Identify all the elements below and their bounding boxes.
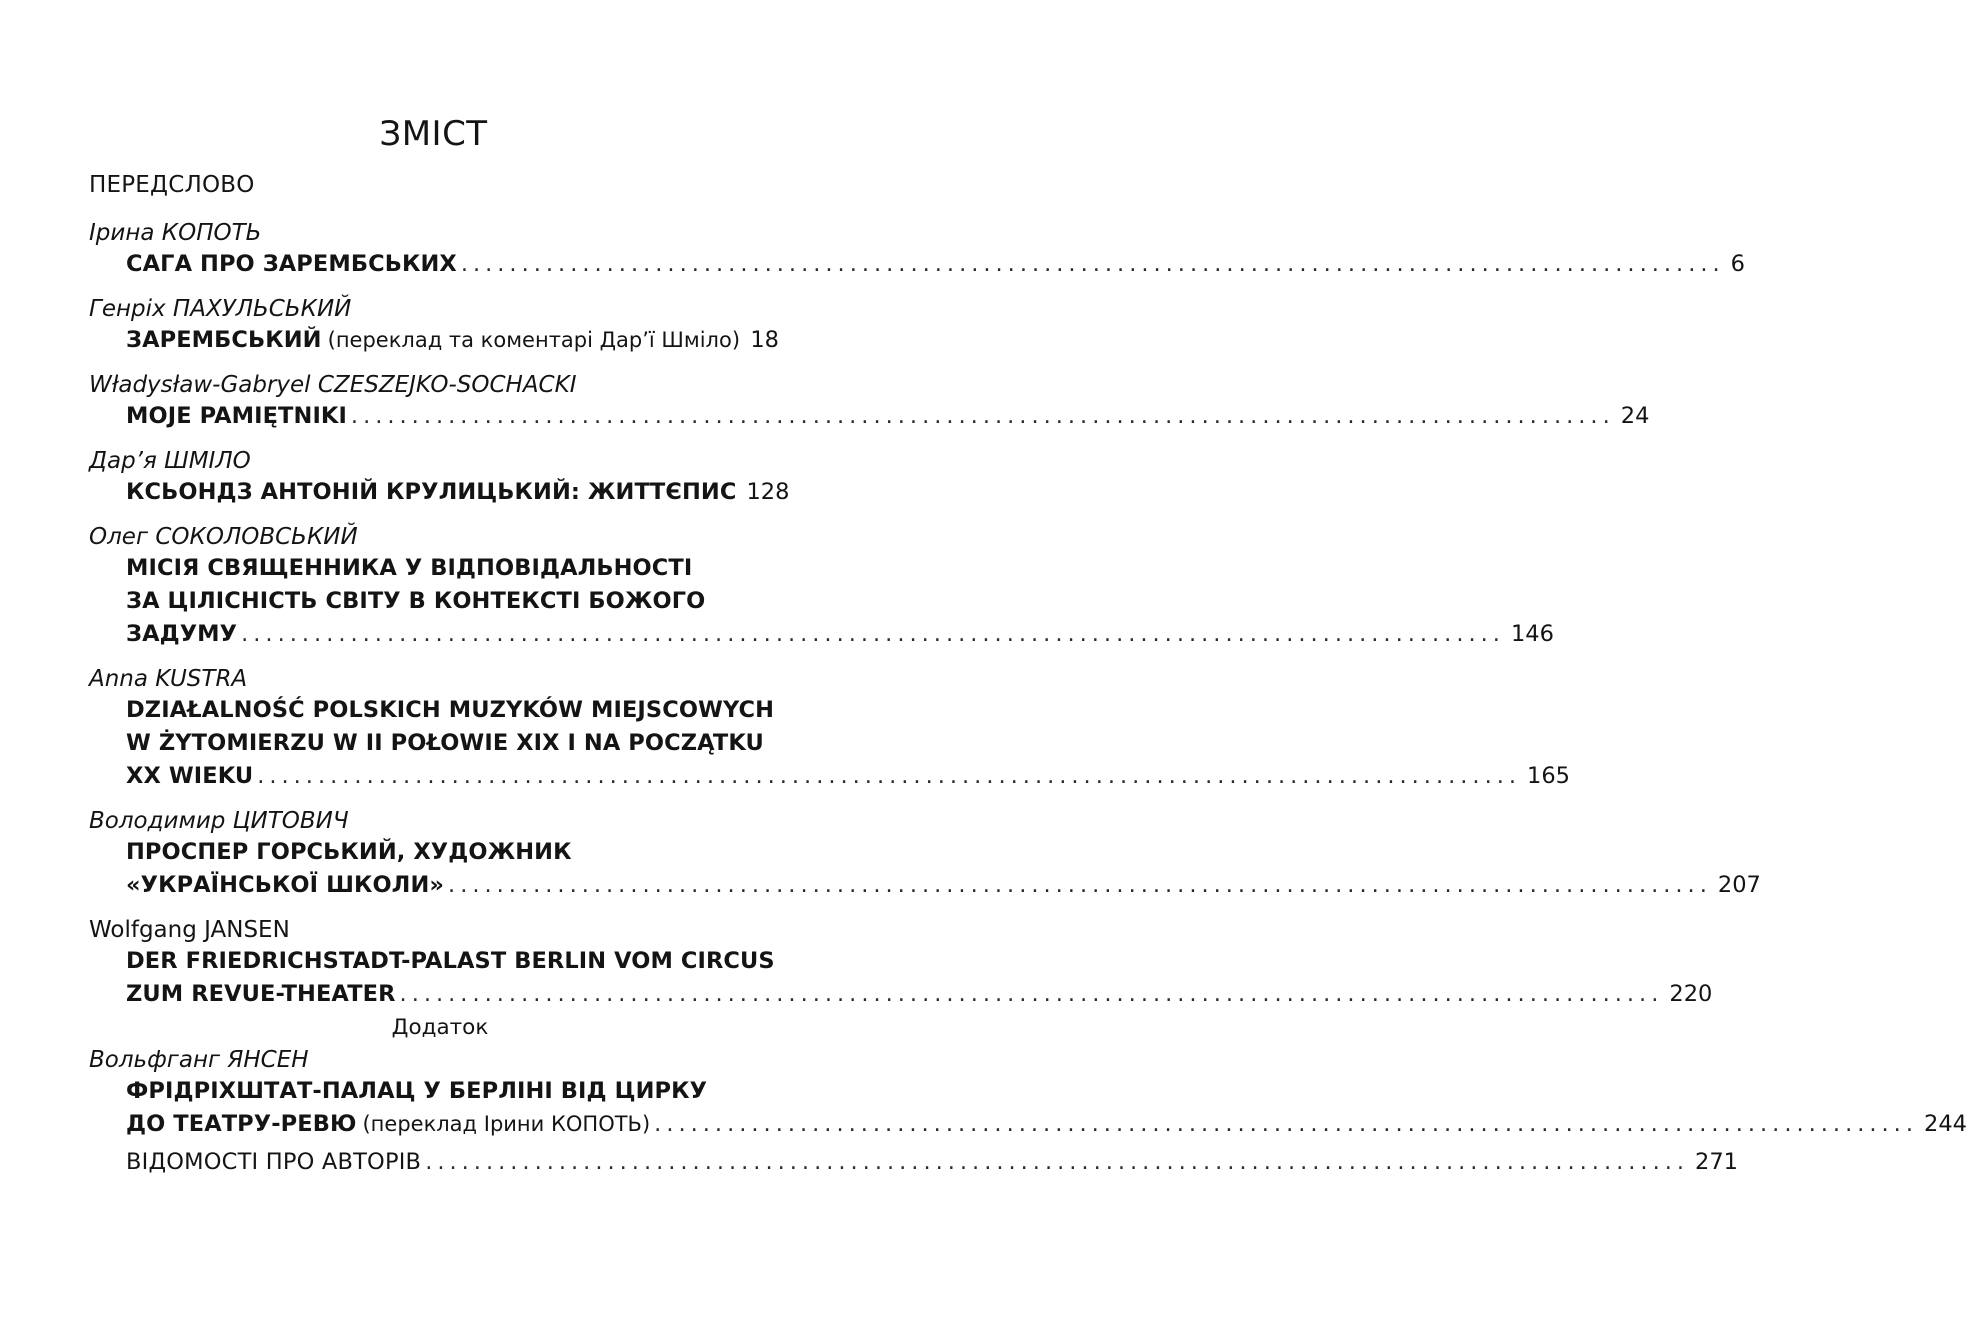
entry-title <box>126 836 1761 902</box>
entry-title-text: ДО ТЕАТРУ-РЕВЮ <box>126 1111 357 1137</box>
entry-note: (переклад Ірини КОПОТЬ) <box>362 1112 651 1136</box>
dot-leader: ........................................................................................................ <box>425 1149 1690 1175</box>
entry-title <box>126 1075 1967 1141</box>
entry-title-line: ФРІДРІХШТАТ-ПАЛАЦ У БЕРЛІНІ ВІД ЦИРКУ <box>126 1078 708 1104</box>
page-number: 207 <box>1717 872 1761 898</box>
entry-author: Дар’я ШМІЛО <box>89 448 251 474</box>
entry-author: Володимир ЦИТОВИЧ <box>89 808 349 834</box>
entry-title-line <box>126 324 779 357</box>
entry-title-line: МІСІЯ СВЯЩЕННИКА У ВІДПОВІДАЛЬНОСТІ <box>126 555 693 581</box>
entry-title-text: САГА ПРО ЗАРЕМБСЬКИХ <box>126 251 457 277</box>
entry-author: Anna KUSTRA <box>89 666 248 692</box>
entry-title-line <box>126 869 1761 902</box>
entry-title <box>126 324 779 357</box>
entry-title <box>126 248 1745 281</box>
entry-title <box>126 945 1713 1011</box>
entry-author: Ірина КОПОТЬ <box>89 220 262 246</box>
entry-title-line: DER FRIEDRICHSTADT-PALAST BERLIN VOM CIRCUS <box>126 948 775 974</box>
entry-title-text: XX WIEKU <box>126 763 254 789</box>
toc-entry <box>89 294 779 357</box>
dot-leader: ........................................................................................................ <box>460 251 1725 277</box>
page-number: 165 <box>1527 763 1570 789</box>
page-number: 244 <box>1924 1111 1967 1137</box>
entry-title-text: ЗАРЕМБСЬКИЙ <box>126 327 322 353</box>
entry-title-line: W ŻYTOMIERZU W II POŁOWIE XIX I NA POCZĄTKU <box>126 730 764 756</box>
page-number: 271 <box>1695 1149 1738 1175</box>
toc-entry <box>89 806 1761 902</box>
dot-leader: ........................................................................................................ <box>257 763 1522 789</box>
entry-title-line <box>126 1108 1967 1141</box>
entry-author: Władysław-Gabryel CZESZEJKO-SOCHACKI <box>89 372 577 398</box>
toc-entry <box>89 522 1554 651</box>
entry-author: Wolfgang JANSEN <box>89 917 290 943</box>
dot-leader: ........................................................................................................ <box>448 872 1712 898</box>
toc-entry <box>89 664 1570 793</box>
entry-title <box>126 476 790 509</box>
entry-title-text: «УКРАЇНСЬКОЇ ШКОЛИ» <box>126 872 445 898</box>
entry-title-text: ВІДОМОСТІ ПРО АВТОРІВ <box>126 1149 422 1175</box>
entry-title-line <box>126 618 1554 651</box>
dot-leader: ........................................................................................................ <box>241 621 1505 647</box>
page-number: 18 <box>750 327 779 353</box>
entry-title-line <box>126 400 1650 433</box>
entry-note: (переклад та коментарі Дар’ї Шміло) <box>327 328 741 352</box>
toc-entry <box>89 446 790 509</box>
entry-title-line: DZIAŁALNOŚĆ POLSKICH MUZYKÓW MIEJSCOWYCH <box>126 697 775 723</box>
appendix-heading: Додаток <box>391 1015 489 1040</box>
page-number: 24 <box>1620 403 1650 429</box>
entry-title-line <box>126 760 1570 793</box>
dot-leader: ........................................................................................................ <box>350 403 1615 429</box>
dot-leader: ........................................................................................................ <box>654 1111 1918 1137</box>
toc-list <box>89 218 1967 1179</box>
entry-title-line <box>126 476 790 509</box>
entry-title-line: ПРОСПЕР ГОРСЬКИЙ, ХУДОЖНИК <box>126 839 572 865</box>
entry-title-line: ЗА ЦІЛІСНІСТЬ СВІТУ В КОНТЕКСТІ БОЖОГО <box>126 588 706 614</box>
authors-info-entry <box>126 1146 1738 1179</box>
entry-title-text: КСЬОНДЗ АНТОНІЙ КРУЛИЦЬКИЙ: ЖИТТЄПИС <box>126 479 737 505</box>
entry-title-line <box>126 248 1745 281</box>
toc-entry <box>89 370 1650 433</box>
entry-author: Генріх ПАХУЛЬСЬКИЙ <box>89 296 352 322</box>
entry-title <box>126 400 1650 433</box>
entry-title-line <box>126 978 1713 1011</box>
page-number: 146 <box>1510 621 1554 647</box>
page-number: 220 <box>1669 981 1713 1007</box>
entry-title-text: ZUM REVUE-THEATER <box>126 981 396 1007</box>
entry-title <box>126 552 1554 651</box>
toc-entry <box>89 218 1745 281</box>
entry-title-text: MOJE PAMIĘTNIKI <box>126 403 347 429</box>
toc-entry <box>89 1045 1967 1141</box>
entry-author: Олег СОКОЛОВСЬКИЙ <box>89 524 358 550</box>
entry-author: Вольфганг ЯНСЕН <box>89 1047 309 1073</box>
preface-heading: ПЕРЕДСЛОВО <box>89 172 255 198</box>
page-number: 6 <box>1730 251 1745 277</box>
page-number: 128 <box>746 479 790 505</box>
entry-title-text: ЗАДУМУ <box>126 621 238 647</box>
page-title: ЗМІСТ <box>379 114 488 154</box>
toc-entry <box>89 915 1713 1011</box>
dot-leader: ........................................................................................................ <box>399 981 1664 1007</box>
entry-title <box>126 694 1570 793</box>
entry-title-line <box>126 1146 1738 1179</box>
